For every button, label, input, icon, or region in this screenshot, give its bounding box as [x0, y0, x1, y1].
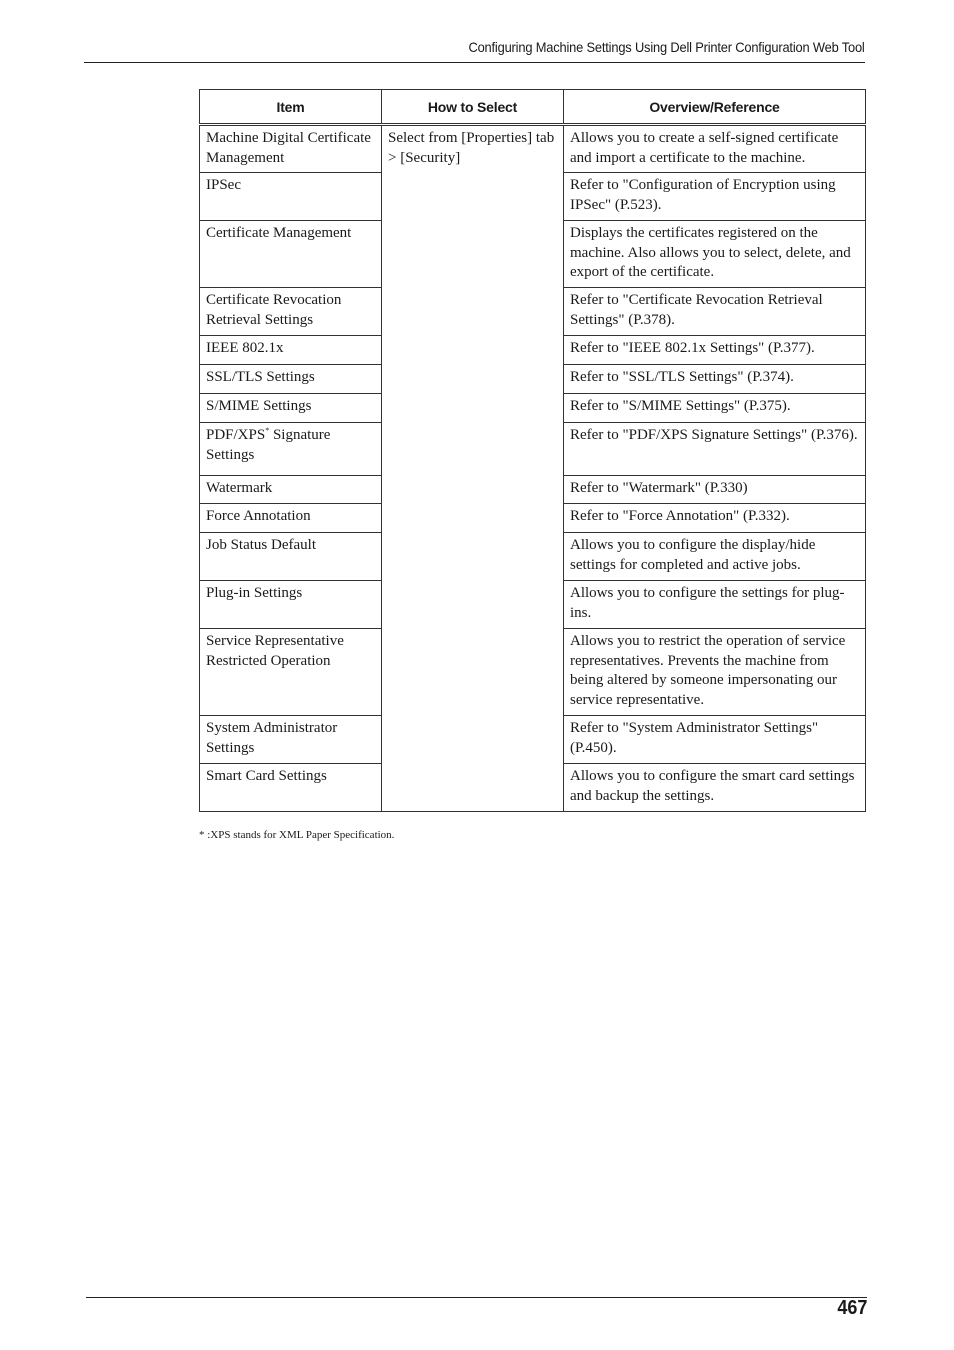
- overview-cell: Refer to "S/MIME Settings" (P.375).: [564, 394, 866, 423]
- column-header-overview: Overview/Reference: [564, 90, 866, 125]
- footnote-mark: *: [265, 426, 270, 435]
- overview-cell: Refer to "IEEE 802.1x Settings" (P.377).: [564, 336, 866, 365]
- item-label: PDF/XPS: [206, 427, 266, 443]
- column-header-item: Item: [200, 90, 382, 125]
- item-cell: SSL/TLS Settings: [200, 365, 382, 394]
- item-cell: Machine Digital Certificate Management: [200, 125, 382, 173]
- table-row: [200, 125, 866, 173]
- overview-cell: Refer to "System Administrator Settings" (P.450).: [564, 716, 866, 764]
- overview-cell: Allows you to restrict the operation of service representatives. Prevents the machine from being altered by someone impersonating our service representative.: [564, 629, 866, 716]
- footnote: * :XPS stands for XML Paper Specification.: [199, 829, 395, 841]
- item-cell: IEEE 802.1x: [200, 336, 382, 365]
- item-cell: Watermark: [200, 476, 382, 504]
- item-label-suffix: Signature Settings: [206, 427, 331, 463]
- item-cell: Certificate Revocation Retrieval Settings: [200, 288, 382, 336]
- header-rule: [84, 62, 865, 63]
- overview-cell: Allows you to configure the settings for plug-ins.: [564, 581, 866, 629]
- overview-cell: Refer to "Force Annotation" (P.332).: [564, 504, 866, 533]
- running-header: Configuring Machine Settings Using Dell Printer Configuration Web Tool: [468, 39, 865, 55]
- overview-cell: Refer to "Certificate Revocation Retrieval Settings" (P.378).: [564, 288, 866, 336]
- column-header-how-to-select: How to Select: [382, 90, 564, 125]
- item-cell: IPSec: [200, 173, 382, 221]
- overview-cell: Allows you to create a self-signed certificate and import a certificate to the machine.: [564, 125, 866, 173]
- item-cell: Certificate Management: [200, 221, 382, 288]
- overview-cell: Refer to "Configuration of Encryption using IPSec" (P.523).: [564, 173, 866, 221]
- item-cell: Plug-in Settings: [200, 581, 382, 629]
- overview-cell: Allows you to configure the smart card settings and backup the settings.: [564, 764, 866, 812]
- item-cell: S/MIME Settings: [200, 394, 382, 423]
- item-cell: Force Annotation: [200, 504, 382, 533]
- item-cell: [200, 423, 382, 476]
- how-to-select-cell: Select from [Properties] tab > [Security]: [382, 125, 564, 812]
- security-settings-table: [199, 89, 866, 812]
- page-number: 467: [836, 1297, 867, 1319]
- item-cell: Smart Card Settings: [200, 764, 382, 812]
- item-cell: Job Status Default: [200, 533, 382, 581]
- item-cell: Service Representative Restricted Operation: [200, 629, 382, 716]
- overview-cell: Allows you to configure the display/hide settings for completed and active jobs.: [564, 533, 866, 581]
- table-header-row: [200, 90, 866, 125]
- overview-cell: Refer to "PDF/XPS Signature Settings" (P.376).: [564, 423, 866, 476]
- item-cell: System Administrator Settings: [200, 716, 382, 764]
- overview-cell: Displays the certificates registered on the machine. Also allows you to select, delete, and export of the certificate.: [564, 221, 866, 288]
- overview-cell: Refer to "Watermark" (P.330): [564, 476, 866, 504]
- footer-rule: [86, 1297, 867, 1298]
- overview-cell: Refer to "SSL/TLS Settings" (P.374).: [564, 365, 866, 394]
